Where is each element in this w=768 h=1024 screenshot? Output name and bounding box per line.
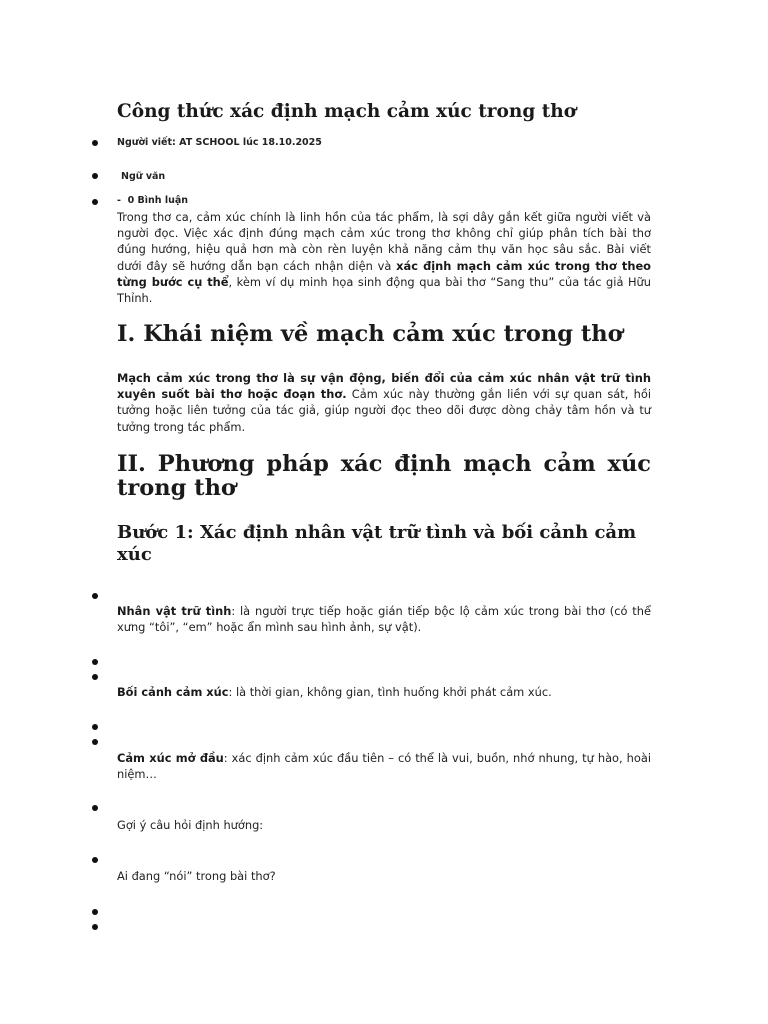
intro-bold-text: xác định mạch cảm xúc trong thơ theo từng bước cụ thể [117, 258, 652, 289]
question-text: Ai đang “nói” trong bài thơ? [117, 869, 276, 883]
bullet-dot [92, 805, 98, 811]
comments-count[interactable] [117, 195, 188, 206]
bullet-dot [92, 674, 98, 680]
bullet-dot [92, 924, 98, 930]
item-term: Bối cảnh cảm xúc [117, 685, 229, 699]
bullet-dot [92, 724, 98, 730]
step1-heading: Bước 1: Xác định nhân vật trữ tình và bối cảnh cảm xúc [117, 522, 637, 565]
bullet-dot [92, 857, 98, 863]
bullet-dot [92, 140, 98, 146]
concept-paragraph [117, 370, 651, 435]
category-link[interactable]: Ngữ văn [121, 171, 166, 182]
list-item [117, 603, 651, 635]
hint-text: Gợi ý câu hỏi định hướng: [117, 818, 264, 832]
intro-paragraph [117, 209, 651, 306]
comments-label: 0 Bình luận [127, 195, 189, 206]
bullet-dot [92, 593, 98, 599]
concept-text: Cảm xúc này thường gắn liền với sự quan sát, hồi tưởng hoặc liên tưởng của tác giả, giúp người đọc theo dõi được dòng chảy tâm hồn và tư tưởng trong tác phẩm. [117, 387, 651, 434]
bullet-dot [92, 659, 98, 665]
item-term: Nhân vật trữ tình [117, 604, 232, 618]
bullet-dot [92, 173, 98, 179]
list-item [117, 684, 651, 700]
bullet-dot [92, 199, 98, 205]
section-heading-2: II. Phương pháp xác định mạch cảm xúc trong thơ [117, 451, 651, 501]
item-desc: : là thời gian, không gian, tình huống khởi phát cảm xúc. [228, 685, 552, 699]
item-desc: : xác định cảm xúc đầu tiên – có thể là vui, buồn, nhớ nhung, tự hào, hoài niệm… [117, 751, 651, 782]
page-title: Công thức xác định mạch cảm xúc trong thơ [117, 101, 577, 122]
concept-bold-text: Mạch cảm xúc trong thơ là sự vận động, biến đổi của cảm xúc nhân vật trữ tình xuyên suốt bài thơ hoặc đoạn thơ. [117, 371, 651, 402]
intro-text-end: , kèm ví dụ minh họa sinh động qua bài thơ “Sang thu” của tác giả Hữu Thỉnh. [117, 274, 651, 306]
item-desc: : là người trực tiếp hoặc gián tiếp bộc lộ cảm xúc trong bài thơ (có thể xưng “tôi”, “em” hoặc ẩn mình sau hình ảnh, sự vật). [117, 604, 651, 635]
list-item [117, 750, 651, 782]
item-term: Cảm xúc mở đầu [117, 751, 224, 765]
section-heading-1: I. Khái niệm về mạch cảm xúc trong thơ [117, 321, 623, 347]
intro-text: Trong thơ ca, cảm xúc chính là linh hồn của tác phẩm, là sợi dây gắn kết giữa người viết và người đọc. Việc xác định đúng mạch cảm xúc trong thơ không chỉ giúp phân tích bài thơ đúng hướng, hiệu quả hơn mà còn rèn luyện khả năng cảm thụ văn học sâu sắc. Bài viết dưới đây sẽ hướng dẫn bạn cách nhận diện và [117, 210, 651, 273]
bullet-dot [92, 739, 98, 745]
comments-dash: - [117, 195, 121, 206]
bullet-dot [92, 909, 98, 915]
author-line: Người viết: AT SCHOOL lúc 18.10.2025 [117, 137, 322, 148]
